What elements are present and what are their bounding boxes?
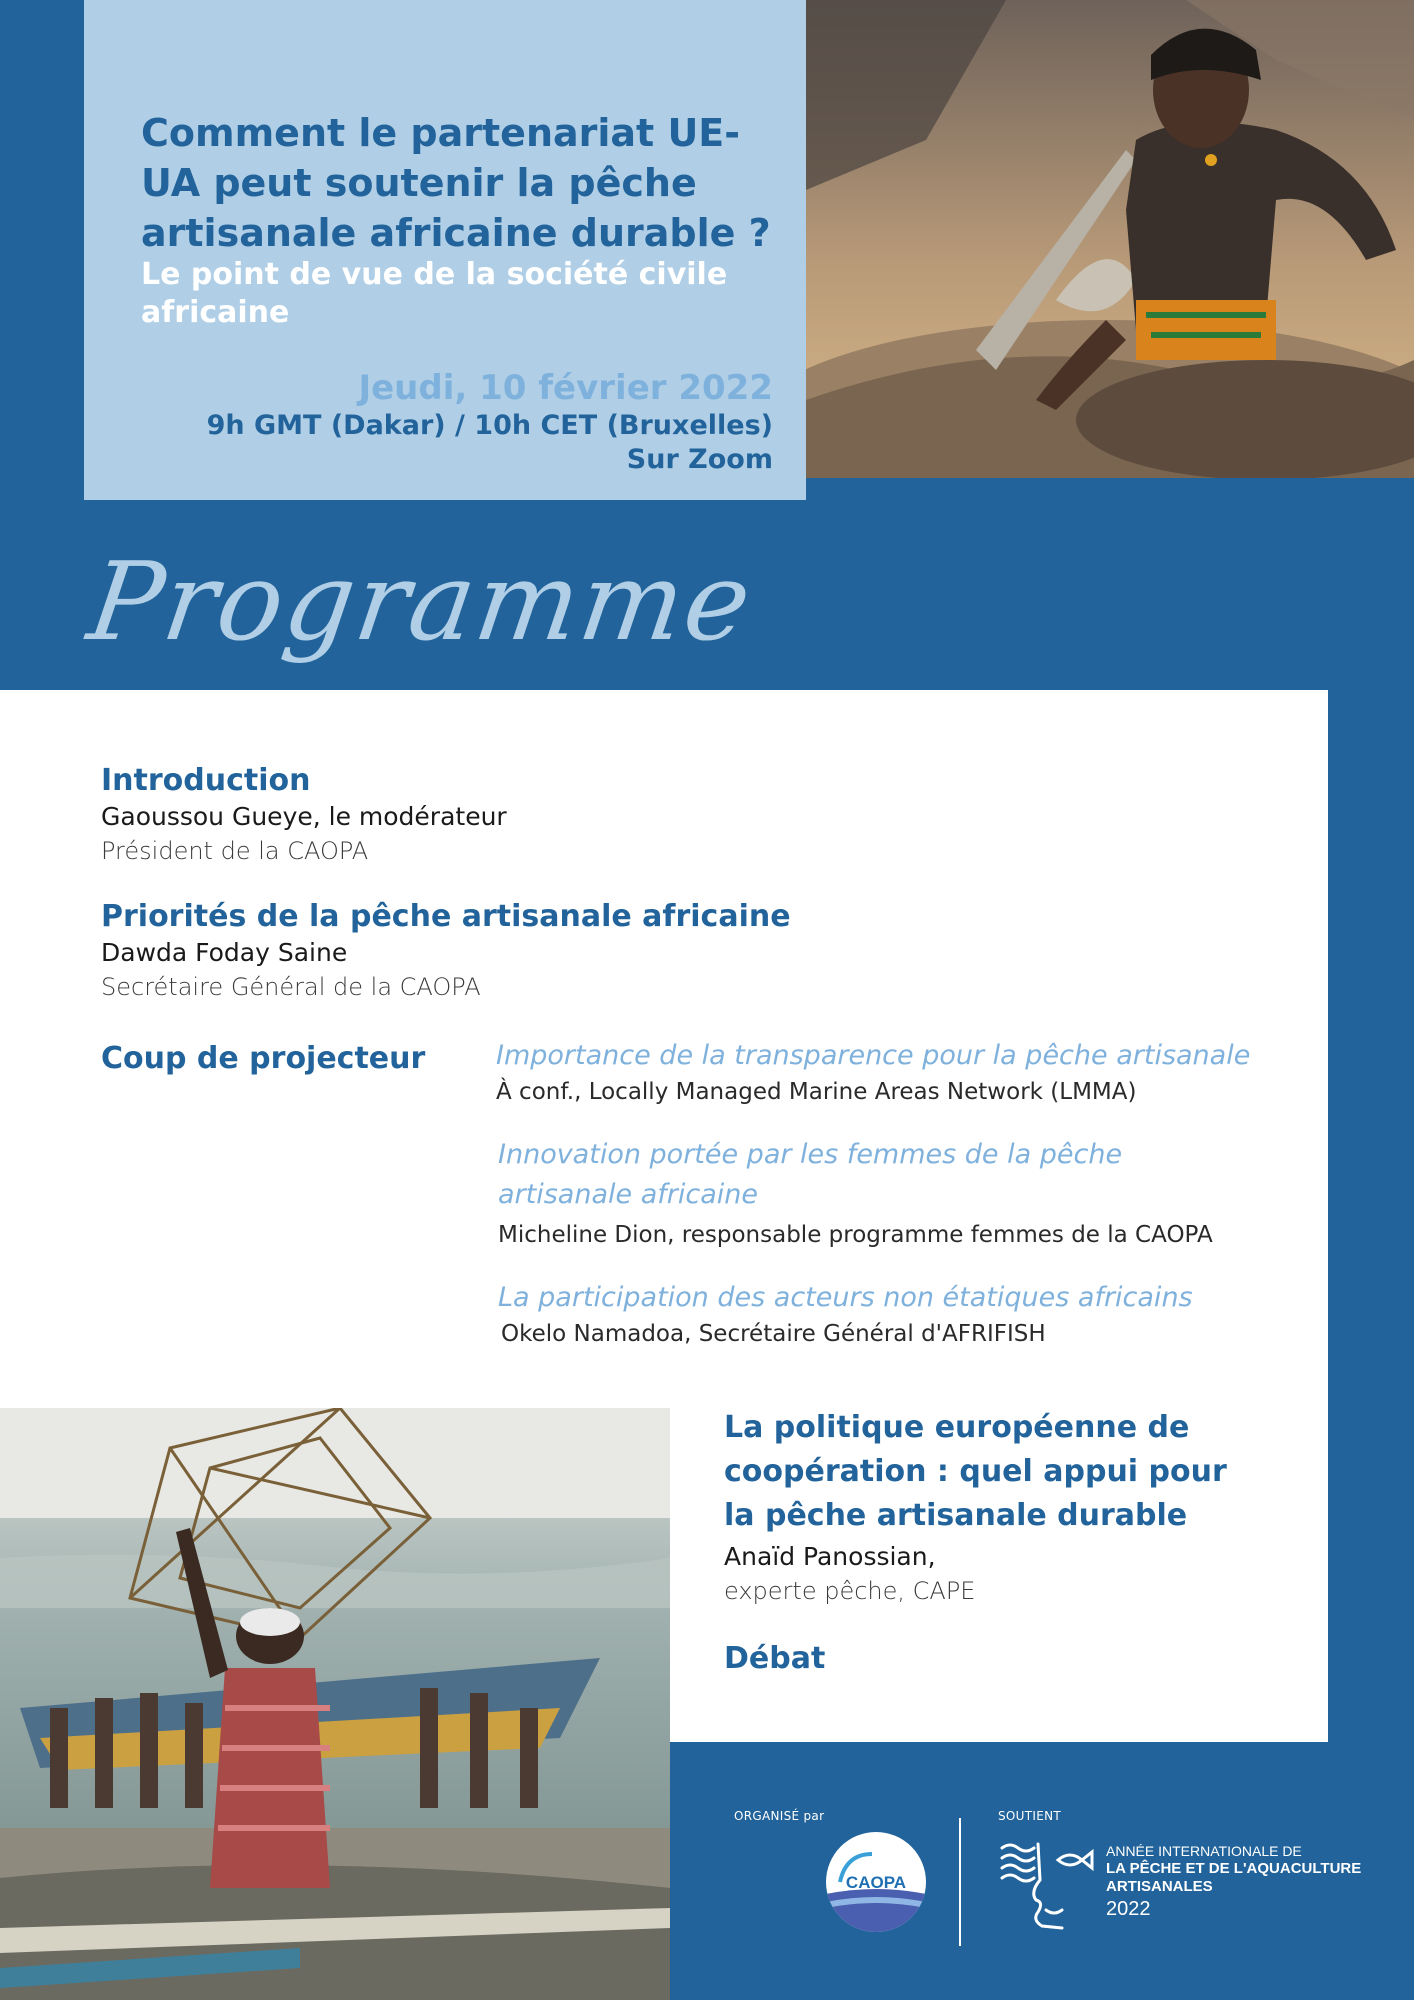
event-venue: Sur Zoom <box>626 444 773 475</box>
introduction-title: Introduction <box>101 763 311 798</box>
projecteur-title: Coup de projecteur <box>101 1041 426 1076</box>
projecteur-speaker: Micheline Dion, responsable programme femmes de la CAOPA <box>498 1222 1213 1248</box>
section-projecteur <box>101 1040 481 1078</box>
iypaa-logo-graphic <box>1000 1840 1100 1932</box>
header-photo-illustration <box>806 0 1414 478</box>
iypaa-line3: ARTISANALES <box>1106 1878 1213 1895</box>
iypaa-line2: LA PÊCHE ET DE L'AQUACULTURE <box>1106 1860 1362 1877</box>
event-time: 9h GMT (Dakar) / 10h CET (Bruxelles) <box>206 410 773 441</box>
introduction-role: Président de la CAOPA <box>101 837 369 865</box>
event-date: Jeudi, 10 février 2022 <box>358 368 773 408</box>
priorites-speaker: Dawda Foday Saine <box>101 938 348 967</box>
section-introduction <box>101 762 1001 868</box>
soutient-label: SOUTIENT <box>998 1809 1062 1823</box>
caopa-logo <box>826 1832 926 1932</box>
politique-role: experte pêche, CAPE <box>724 1577 976 1605</box>
caopa-logo-text: CAOPA <box>845 1873 907 1892</box>
iypaa-logo-text <box>1106 1842 1361 1922</box>
debat-title: Débat <box>724 1641 826 1676</box>
bottom-photo-fisherman <box>0 1408 670 2000</box>
iypaa-year: 2022 <box>1106 1898 1151 1920</box>
projecteur-topic: La participation des acteurs non étatiques africains <box>498 1282 1193 1313</box>
politique-title: La politique européenne de coopération : quel appui pour la pêche artisanale durable <box>724 1410 1227 1533</box>
projecteur-speaker: Okelo Namadoa, Secrétaire Général d'AFRIFISH <box>501 1321 1046 1347</box>
section-priorites <box>101 898 1001 1004</box>
footer-divider <box>959 1818 961 1946</box>
projecteur-item <box>496 1036 1256 1108</box>
section-debat <box>724 1640 1124 1678</box>
event-title: Comment le partenariat UE-UA peut soutenir la pêche artisanale africaine durable ? <box>141 111 771 255</box>
header-photo-fish-worker <box>806 0 1414 478</box>
projecteur-speaker: À conf., Locally Managed Marine Areas Network (LMMA) <box>496 1079 1137 1105</box>
projecteur-item <box>498 1135 1258 1251</box>
projecteur-item <box>498 1278 1258 1350</box>
event-subtitle: Le point de vue de la société civile africaine <box>141 257 728 330</box>
caopa-logo-graphic <box>826 1832 926 1932</box>
iypaa-logo-icon <box>1000 1840 1100 1932</box>
priorites-role: Secrétaire Général de la CAOPA <box>101 973 481 1001</box>
politique-speaker: Anaïd Panossian, <box>724 1542 936 1571</box>
programme-heading: Programme <box>81 540 760 665</box>
introduction-speaker: Gaoussou Gueye, le modérateur <box>101 802 507 831</box>
iypaa-line1: ANNÉE INTERNATIONALE DE <box>1106 1843 1302 1859</box>
projecteur-topic: Importance de la transparence pour la pêche artisanale <box>496 1040 1251 1071</box>
bottom-photo-illustration <box>0 1408 670 2000</box>
projecteur-topic: Innovation portée par les femmes de la pêche artisanale africaine <box>498 1139 1123 1210</box>
priorites-title: Priorités de la pêche artisanale africaine <box>101 899 791 934</box>
section-politique <box>724 1406 1264 1608</box>
organise-label: ORGANISÉ par <box>734 1809 825 1823</box>
